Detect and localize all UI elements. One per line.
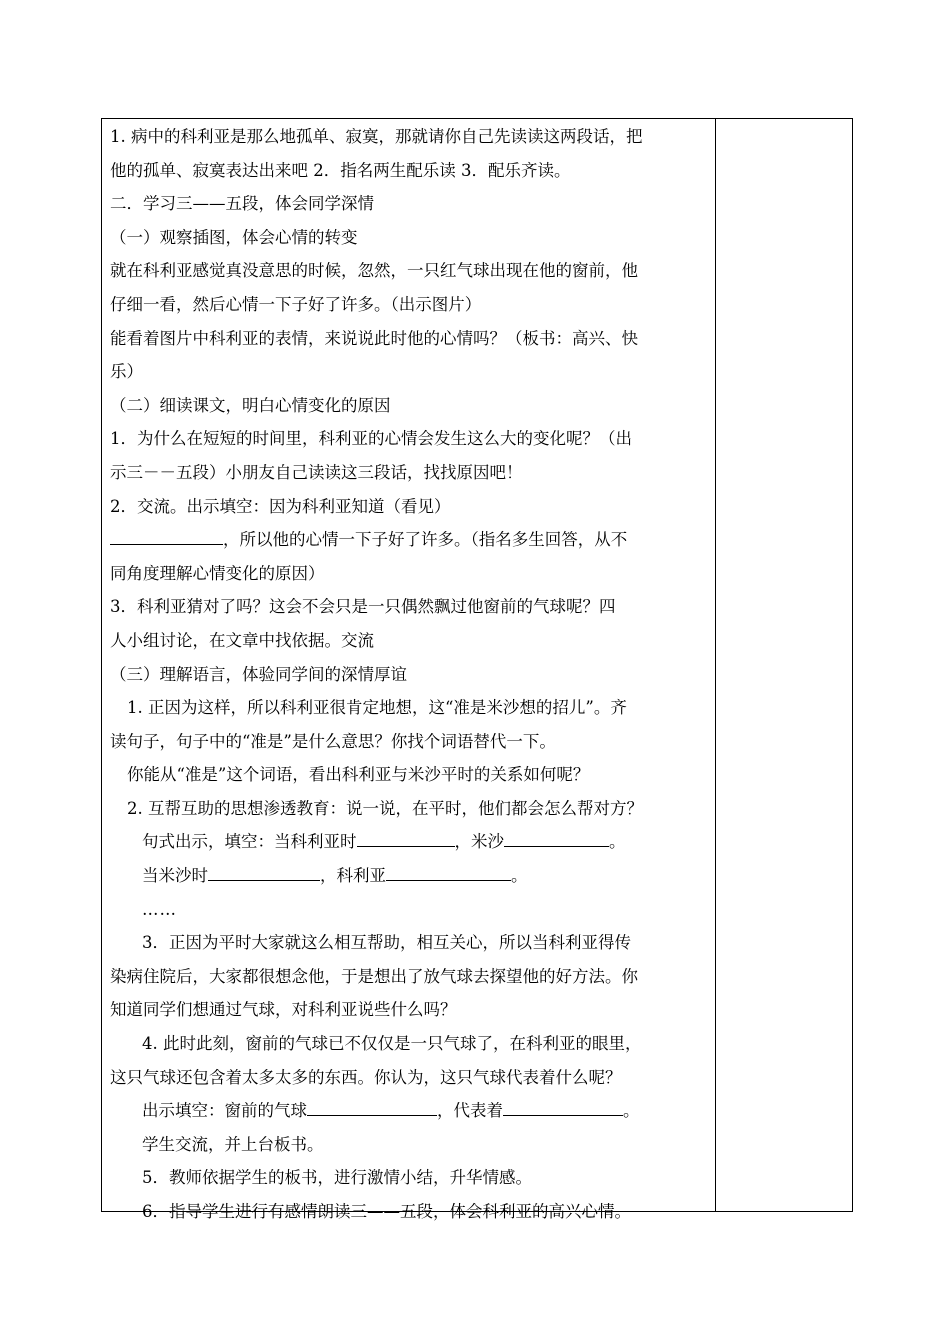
text-line: 他的孤单、寂寞表达出来吧 2．指名两生配乐读 3．配乐齐读。: [110, 160, 571, 180]
text-line: 1. 病中的科利亚是那么地孤单、寂寞，那就请你自己先读读这两段话，把: [110, 127, 643, 146]
text-segment: 句式出示，填空：当科利亚时: [142, 832, 357, 852]
blank-underline: [110, 526, 223, 545]
text-line: 学生交流，并上台板书。: [142, 1134, 324, 1154]
text-line: 5．教师依据学生的板书，进行激情小结，升华情感。: [142, 1168, 532, 1188]
lesson-content-cell: [102, 119, 716, 1221]
blank-underline: [307, 1097, 437, 1116]
text-line: 2. 互帮互助的思想渗透教育：说一说，在平时，他们都会怎么帮对方？: [127, 798, 643, 818]
ellipsis-line: ……: [142, 899, 177, 919]
text-line: 就在科利亚感觉真没意思的时候，忽然，一只红气球出现在他的窗前，他: [110, 261, 638, 281]
text-segment: ，科利亚: [320, 866, 386, 886]
blank-underline: [208, 862, 320, 881]
subsection-heading: （三）理解语言，体验同学间的深情厚谊: [110, 664, 407, 684]
text-line: 仔细一看，然后心情一下子好了许多。（出示图片）: [110, 294, 482, 314]
text-segment: ，米沙: [454, 832, 504, 852]
text-line: 这只气球还包含着太多太多的东西。你认为，这只气球代表着什么呢？: [110, 1067, 622, 1087]
fill-blank-line: [110, 1094, 709, 1128]
text-line: 1．为什么在短短的时间里，科利亚的心情会发生这么大的变化呢？（出: [110, 429, 632, 449]
text-line: 1. 正因为这样，所以科利亚很肯定地想，这“准是米沙想的招儿”。齐: [127, 698, 627, 718]
blank-underline: [504, 828, 609, 847]
text-line: 4. 此时此刻，窗前的气球已不仅仅是一只气球了，在科利亚的眼里，: [142, 1034, 642, 1054]
text-segment: ，代表着: [437, 1101, 503, 1121]
text-segment: 。: [623, 1101, 640, 1121]
fill-blank-line: [110, 825, 709, 859]
subsection-heading: （一）观察插图，体会心情的转变: [110, 227, 358, 247]
text-line: 示三－－五段）小朋友自己读读这三段话，找找原因吧！: [110, 462, 523, 482]
text-line: 人小组讨论，在文章中找依据。交流: [110, 630, 374, 650]
fill-blank-line: [110, 859, 709, 893]
text-segment: ，所以他的心情一下子好了许多。（指名多生回答，从不: [223, 530, 628, 550]
text-segment: 出示填空：窗前的气球: [142, 1101, 307, 1121]
blank-underline: [386, 862, 511, 881]
text-line: 染病住院后，大家都很想念他，于是想出了放气球去探望他的好方法。你: [110, 966, 638, 986]
text-line: 能看着图片中科利亚的表情，来说说此时他的心情吗？（板书：高兴、快: [110, 328, 638, 348]
fill-blank-line: [110, 523, 709, 557]
text-segment: 当米沙时: [142, 866, 208, 886]
notes-cell: [716, 119, 852, 1211]
text-line: 乐）: [110, 362, 143, 382]
text-line: 读句子，句子中的“准是”是什么意思？你找个词语替代一下。: [110, 731, 556, 751]
text-line: 同角度理解心情变化的原因）: [110, 563, 325, 583]
blank-underline: [357, 828, 455, 847]
text-line: 3．科利亚猜对了吗？这会不会只是一只偶然飘过他窗前的气球呢？四: [110, 597, 616, 617]
text-segment: 。: [511, 866, 528, 886]
text-line: 知道同学们想通过气球，对科利亚说些什么吗？: [110, 1000, 457, 1020]
blank-underline: [503, 1097, 623, 1116]
text-line: 2．交流。出示填空：因为科利亚知道（看见）: [110, 496, 451, 516]
lesson-plan-table: [101, 118, 853, 1221]
text-line: 你能从“准是”这个词语，看出科利亚与米沙平时的关系如何呢？: [127, 765, 590, 785]
text-segment: 。: [609, 832, 626, 852]
text-line: 3．正因为平时大家就这么相互帮助，相互关心，所以当科利亚得传: [142, 933, 631, 953]
subsection-heading: （二）细读课文，明白心情变化的原因: [110, 395, 391, 415]
text-line: 6．指导学生进行有感情朗读三——五段，体会科利亚的高兴心情。: [142, 1202, 631, 1221]
section-heading: 二．学习三——五段，体会同学深情: [110, 194, 374, 214]
